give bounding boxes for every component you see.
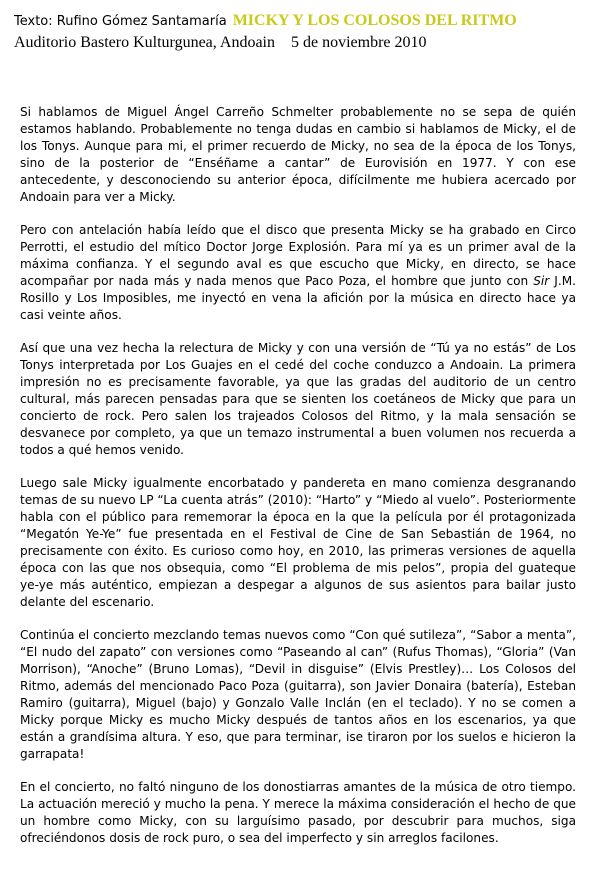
paragraph-2	[20, 222, 576, 324]
paragraph-2-part-1: Pero con antelación había leído que el disco que presenta Micky se ha grabado en Circo Perrotti, el estudio del mítico Doctor Jorge Explosión. Para mí ya es un primer aval de la máxima confianza. Y el segundo aval es que escucho que Micky, en directo, se hace acompañar por nada más y nada menos que Paco Poza, el hombre que junto con	[20, 223, 576, 288]
paragraph-4: Luego sale Micky igualmente encorbatado y pandereta en mano comienza desgranando temas de su nuevo LP “La cuenta atrás” (2010): “Harto” y “Miedo al vuelo”. Posteriormente habla con el público para rememorar la época en la que la película por él protagonizada “Megatón Ye-Ye” fue presentada en el Festival de Cine de San Sebastián de 1964, no precisamente con éxito. Es curioso como hoy, en 2010, las primeras versiones de aquella época con las que nos obsequia, como “El problema de mis pelos”, propia del guateque ye-ye más auténtico, empiezan a despegar a algunos de sus asientos para bailar justo delante del escenario.	[20, 476, 576, 609]
paragraph-2-part-2: J.M. Rosillo y Los Imposibles, me inyectó en vena la afición por la música en directo hace ya casi veinte años.	[20, 274, 576, 322]
venue-name: Auditorio Bastero Kulturgunea, Andoain	[14, 34, 275, 51]
header-line-venue	[14, 34, 599, 52]
author-byline: Texto: Rufino Gómez Santamaría	[14, 14, 227, 29]
paragraph-1: Si hablamos de Miguel Ángel Carreño Schmelter probablemente no se sepa de quién estamos hablando. Probablemente no tenga dudas en cambio si hablamos de Micky, el de los Tonys. Aunque para mi, el primer recuerdo de Micky, no sea de la época de los Tonys, sino de la posterior de “Enséñame a cantar” de Eurovisión en 1977. Y con ese antecedente, y desconociendo su anterior época, difícilmente me hubiera acercado por Andoain para ver a Micky.	[20, 105, 576, 204]
event-date: 5 de noviembre 2010	[291, 34, 427, 51]
paragraph-2-italic: Sir	[533, 274, 550, 288]
article-header	[14, 10, 599, 52]
article-body	[20, 104, 576, 863]
paragraph-3: Así que una vez hecha la relectura de Micky y con una versión de “Tú ya no estás” de Los Tonys interpretada por Los Guajes en el cedé del coche conduzco a Andoain. La primera impresión no es precisamente favorable, ya que las gradas del auditorio de un centro cultural, más parecen pensadas para que se sienten los coetáneos de Micky que para un concierto de rock. Pero salen los trajeados Colosos del Ritmo, y la mala sensación se desvanece por completo, ya que un temazo instrumental a buen volumen nos recuerda a todos a qué hemos venido.	[20, 341, 576, 457]
paragraph-5: Continúa el concierto mezclando temas nuevos como “Con qué sutileza”, “Sabor a menta”, “El nudo del zapato” con versiones como “Paseando al can” (Rufus Thomas), “Gloria” (Van Morrison), “Anoche” (Bruno Lomas), “Devil in disguise” (Elvis Prestley)… Los Colosos del Ritmo, además del mencionado Paco Poza (guitarra), son Javier Donaira (batería), Esteban Ramiro (guitarra), Miguel (bajo) y Gonzalo Valle Inclán (en el teclado). Y no se comen a Micky porque Micky es mucho Micky después de tantos años en los escenarios, ya que están a grandísima altura. Y eso, que para terminar, ise tiraron por los suelos e hicieron la garrapata!	[20, 628, 576, 761]
paragraph-6: En el concierto, no faltó ninguno de los donostiarras amantes de la música de otro tiempo. La actuación mereció y mucho la pena. Y merece la máxima consideración el hecho de que un hombre como Micky, con su larguísimo pasado, por descubrir para muchos, siga ofreciéndonos dosis de rock puro, o sea del imperfecto y sin arreglos facilones.	[20, 780, 576, 845]
header-line-byline	[14, 10, 599, 32]
article-title: MICKY Y LOS COLOSOS DEL RITMO	[232, 12, 517, 29]
